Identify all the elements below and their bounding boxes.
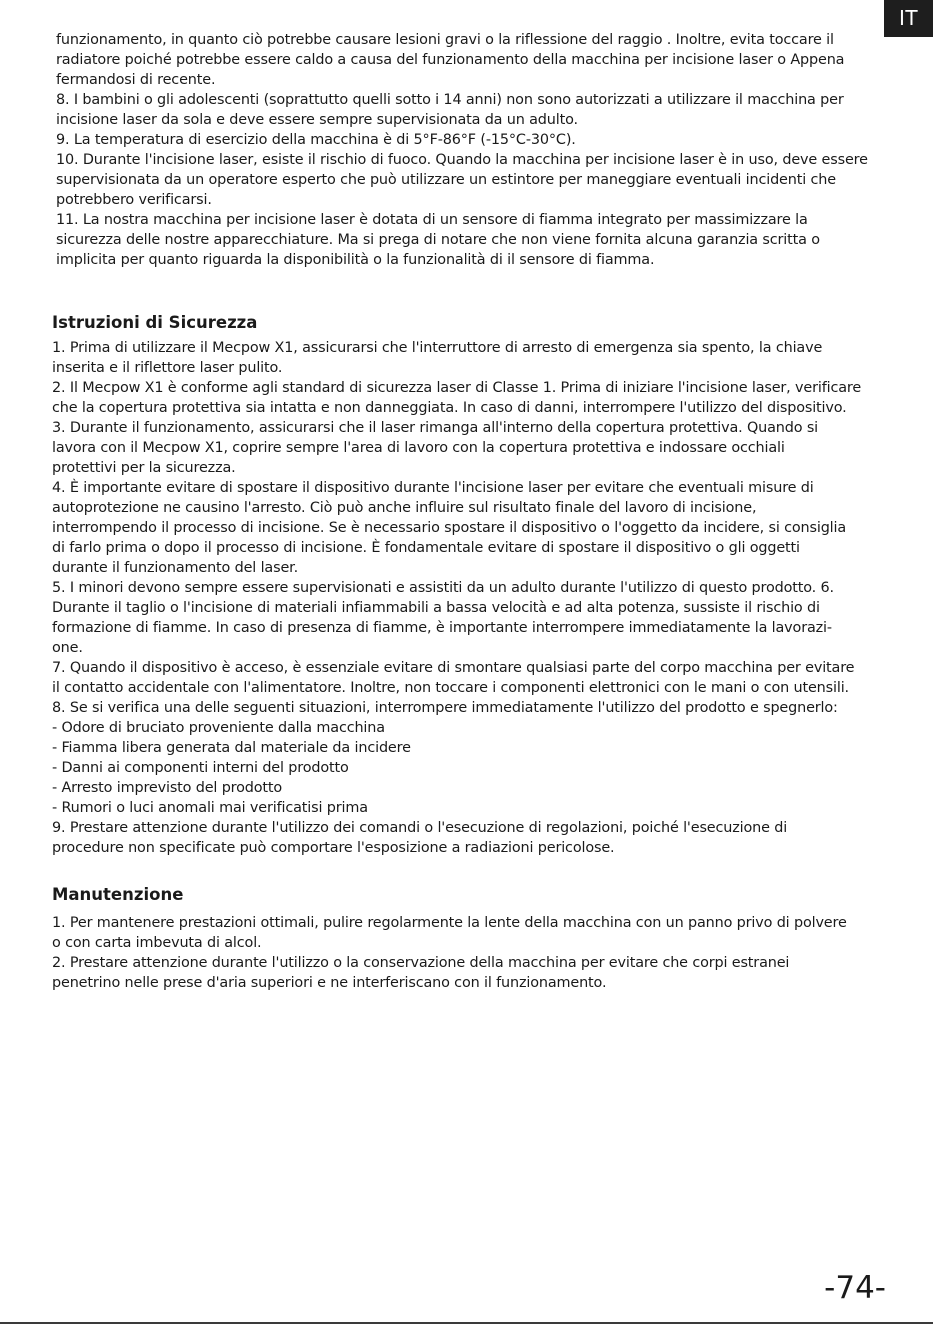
text-line: supervisionata da un operatore esperto che può utilizzare un estintore per maneggiare eventuali incidenti che [56,172,836,188]
safety-instructions [52,338,892,858]
text-line: 3. Durante il funzionamento, assicurarsi che il laser rimanga all'interno della copertura protettiva. Quando si [52,420,819,436]
text-line: interrompendo il processo di incisione. Se è necessario spostare il dispositivo o l'oggetto da incidere, si consiglia [52,520,847,536]
section-heading-maintenance: Manutenzione [52,885,184,904]
text-line: one. [52,640,83,656]
text-line: - Danni ai componenti interni del prodotto [52,760,349,776]
text-line: sicurezza delle nostre apparecchiature. Ma si prega di notare che non viene fornita alcuna garanzia scritta o [56,232,820,248]
text-line: 1. Prima di utilizzare il Mecpow X1, assicurarsi che l'interruttore di arresto di emergenza sia spento, la chiave [52,340,823,356]
text-line: implicita per quanto riguarda la disponibilità o la funzionalità di il sensore di fiamma. [56,252,655,268]
text-line: - Rumori o luci anomali mai verificatisi prima [52,800,368,816]
text-line: autoprotezione ne causino l'arresto. Ciò può anche influire sul risultato finale del lavoro di incisione, [52,500,757,516]
text-line: potrebbero verificarsi. [56,192,212,208]
text-line: - Odore di bruciato proveniente dalla macchina [52,720,385,736]
text-line: di farlo prima o dopo il processo di incisione. È fondamentale evitare di spostare il dispositivo o gli oggetti [52,540,800,556]
text-line: 9. Prestare attenzione durante l'utilizzo dei comandi o l'esecuzione di regolazioni, poiché l'esecuzione di [52,820,788,836]
text-line: funzionamento, in quanto ciò potrebbe causare lesioni gravi o la riflessione del raggio . Inoltre, evita toccare il [56,32,834,48]
text-line: radiatore poiché potrebbe essere caldo a causa del funzionamento della macchina per incisione laser o Appena [56,52,845,68]
text-line: 7. Quando il dispositivo è acceso, è essenziale evitare di smontare qualsiasi parte del corpo macchina per evitare [52,660,855,676]
text-line: 2. Il Mecpow X1 è conforme agli standard di sicurezza laser di Classe 1. Prima di iniziare l'incisione laser, verificare [52,380,862,396]
page-number: -74- [824,1270,886,1306]
text-line: 9. La temperatura di esercizio della macchina è di 5°F-86°F (-15°C-30°C). [56,132,576,148]
text-line: 1. Per mantenere prestazioni ottimali, pulire regolarmente la lente della macchina con un panno privo di polvere [52,915,847,931]
text-line: fermandosi di recente. [56,72,216,88]
text-line: 8. I bambini o gli adolescenti (soprattutto quelli sotto i 14 anni) non sono autorizzati a utilizzare il macchina per [56,92,844,108]
intro-text [56,30,896,270]
text-line: durante il funzionamento del laser. [52,560,299,576]
text-line: 11. La nostra macchina per incisione laser è dotata di un sensore di fiamma integrato per massimizzare la [56,212,808,228]
text-line: inserita e il riflettore laser pulito. [52,360,283,376]
text-line: il contatto accidentale con l'alimentatore. Inoltre, non toccare i componenti elettronici con le mani o con utensili. [52,680,849,696]
text-line: formazione di fiamme. In caso di presenza di fiamme, è importante interrompere immediatamente la lavorazi- [52,620,832,636]
text-line: 10. Durante l'incisione laser, esiste il rischio di fuoco. Quando la macchina per incisione laser è in uso, deve essere [56,152,868,168]
language-tab: IT [884,0,933,37]
section-heading-safety: Istruzioni di Sicurezza [52,313,258,332]
text-line: penetrino nelle prese d'aria superiori e ne interferiscano con il funzionamento. [52,975,607,991]
text-line: 4. È importante evitare di spostare il dispositivo durante l'incisione laser per evitare che eventuali misure di [52,480,814,496]
text-line: che la copertura protettiva sia intatta e non danneggiata. In caso di danni, interrompere l'utilizzo del dispositivo. [52,400,847,416]
text-line: 2. Prestare attenzione durante l'utilizzo o la conservazione della macchina per evitare che corpi estranei [52,955,790,971]
text-line: - Arresto imprevisto del prodotto [52,780,283,796]
text-line: protettivi per la sicurezza. [52,460,236,476]
text-line: o con carta imbevuta di alcol. [52,935,262,951]
text-line: lavora con il Mecpow X1, coprire sempre l'area di lavoro con la copertura protettiva e indossare occhiali [52,440,785,456]
text-line: procedure non specificate può comportare l'esposizione a radiazioni pericolose. [52,840,615,856]
text-line: 5. I minori devono sempre essere supervisionati e assistiti da un adulto durante l'utilizzo di questo prodotto. 6. [52,580,834,596]
text-line: Durante il taglio o l'incisione di materiali infiammabili a bassa velocità e ad alta potenza, sussiste il rischio di [52,600,820,616]
text-line: incisione laser da sola e deve essere sempre supervisionata da un adulto. [56,112,578,128]
maintenance-instructions [52,913,892,993]
text-line: - Fiamma libera generata dal materiale da incidere [52,740,411,756]
text-line: 8. Se si verifica una delle seguenti situazioni, interrompere immediatamente l'utilizzo del prodotto e spegnerlo: [52,700,838,716]
